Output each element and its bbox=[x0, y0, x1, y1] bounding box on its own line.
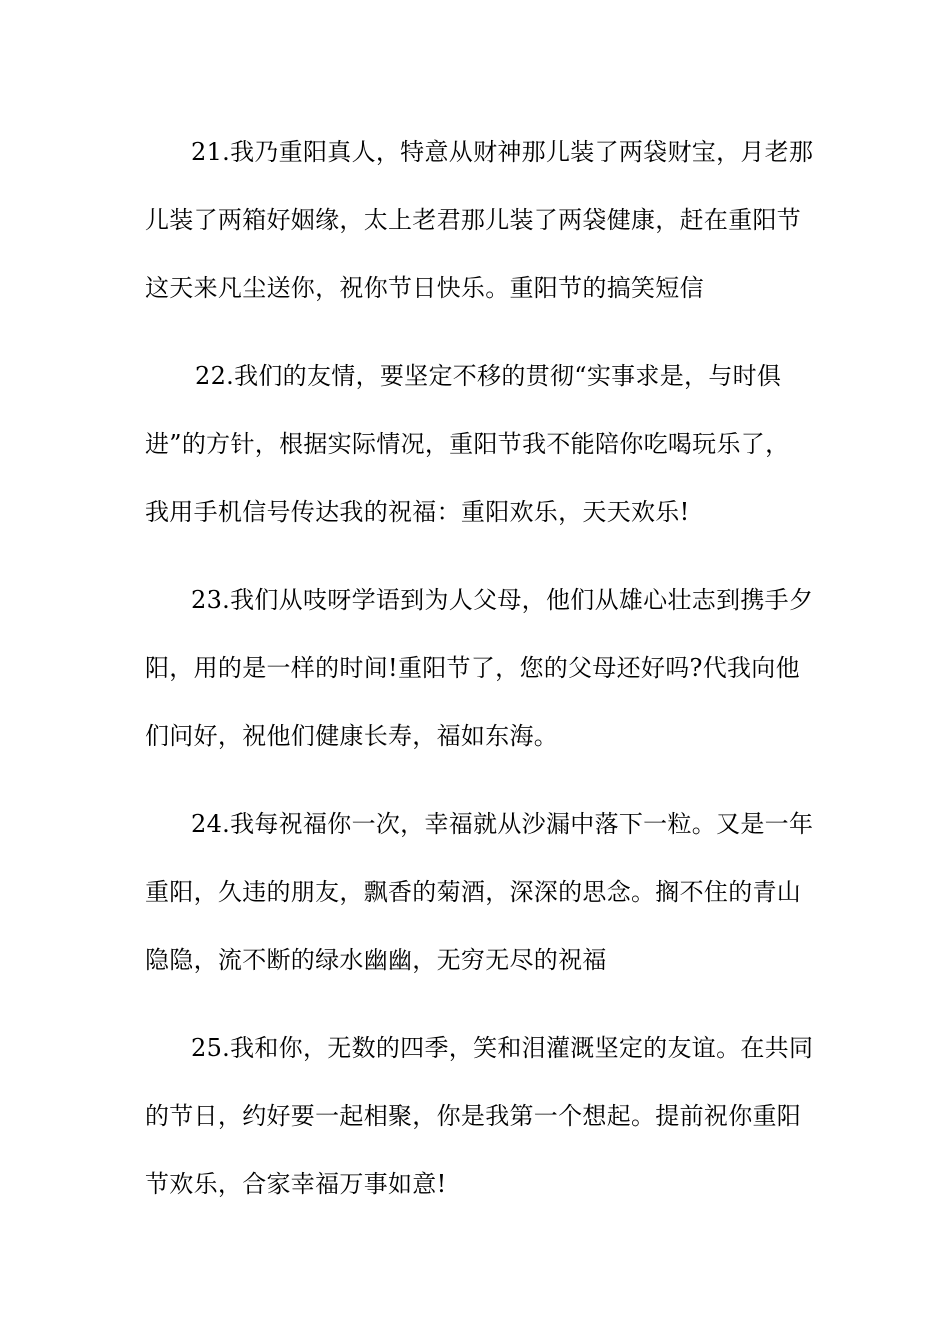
paragraph-21 bbox=[145, 132, 814, 308]
paragraph-22 bbox=[145, 356, 810, 532]
paragraph-24 bbox=[145, 804, 814, 980]
paragraph-line: 24.我每祝福你一次，幸福就从沙漏中落下一粒。又是一年 bbox=[191, 810, 814, 838]
paragraph-line: 重阳，久违的朋友，飘香的菊酒，深深的思念。搁不住的青山 bbox=[145, 878, 802, 906]
paragraph-line: 阳，用的是一样的时间!重阳节了，您的父母还好吗?代我向他 bbox=[145, 654, 800, 682]
paragraph-line: 22.我们的友情，要坚定不移的贯彻“实事求是，与时俱 bbox=[195, 362, 782, 390]
paragraph-line: 进”的方针，根据实际情况，重阳节我不能陪你吃喝玩乐了， bbox=[145, 430, 790, 458]
paragraph-line: 隐隐，流不断的绿水幽幽，无穷无尽的祝福 bbox=[145, 946, 607, 974]
paragraph-line: 这天来凡尘送你，祝你节日快乐。重阳节的搞笑短信 bbox=[145, 274, 704, 302]
paragraph-line: 23.我们从吱呀学语到为人父母，他们从雄心壮志到携手夕 bbox=[191, 586, 814, 614]
paragraph-line: 的节日，约好要一起相聚，你是我第一个想起。提前祝你重阳 bbox=[145, 1102, 802, 1130]
paragraph-25 bbox=[145, 1028, 814, 1204]
paragraph-line: 我用手机信号传达我的祝福：重阳欢乐，天天欢乐! bbox=[145, 498, 690, 526]
paragraph-line: 们问好，祝他们健康长寿，福如东海。 bbox=[145, 722, 559, 750]
paragraph-23 bbox=[145, 580, 814, 756]
paragraph-line: 25.我和你，无数的四季，笑和泪灌溉坚定的友谊。在共同 bbox=[191, 1034, 814, 1062]
paragraph-line: 儿装了两箱好姻缘，太上老君那儿装了两袋健康，赶在重阳节 bbox=[145, 206, 802, 234]
paragraph-line: 节欢乐，合家幸福万事如意! bbox=[145, 1170, 447, 1198]
paragraph-line: 21.我乃重阳真人，特意从财神那儿装了两袋财宝，月老那 bbox=[191, 138, 814, 166]
